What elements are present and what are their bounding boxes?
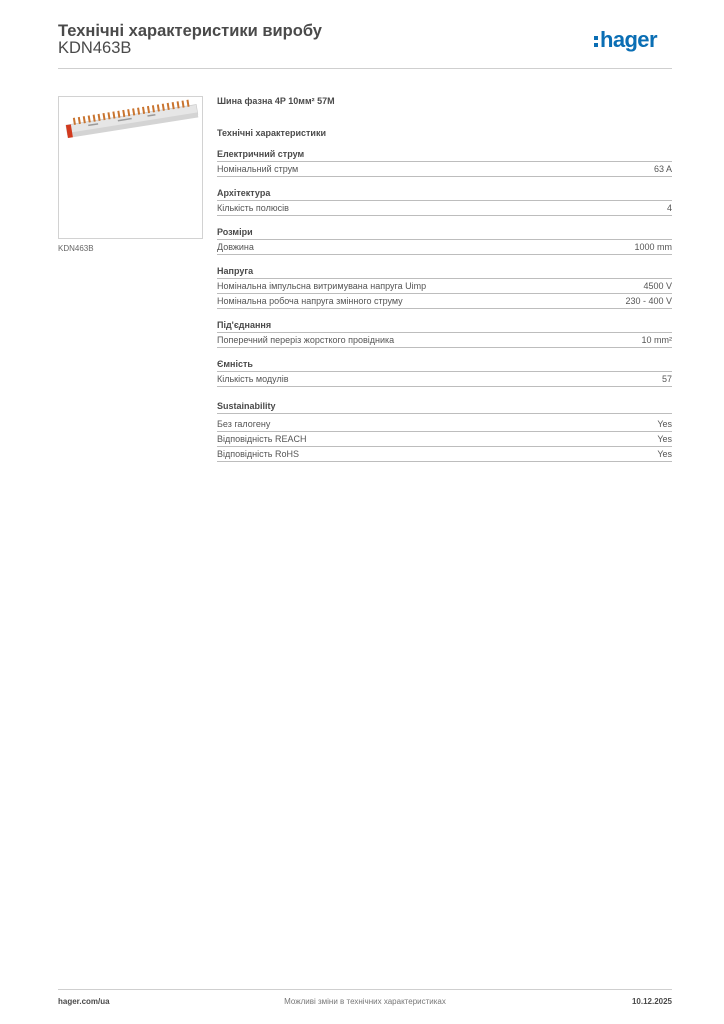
spec-group-sustainability bbox=[217, 401, 672, 462]
spec-group-architecture bbox=[217, 188, 672, 216]
product-image-frame bbox=[58, 96, 203, 239]
spec-row bbox=[217, 417, 672, 432]
spec-label: Номінальна імпульсна витримувана напруга Uimp bbox=[217, 281, 427, 291]
footer-date: 10.12.2025 bbox=[631, 997, 672, 1006]
product-code: KDN463B bbox=[58, 39, 132, 57]
product-image-caption: KDN463B bbox=[58, 244, 94, 253]
spec-row bbox=[217, 294, 672, 309]
spec-label: Відповідність REACH bbox=[217, 434, 307, 444]
group-title: Електричний струм bbox=[217, 149, 672, 162]
spec-label: Довжина bbox=[217, 242, 254, 252]
group-title: Архітектура bbox=[217, 188, 672, 201]
spec-group-electric-current bbox=[217, 149, 672, 177]
spec-row bbox=[217, 240, 672, 255]
spec-group-connection bbox=[217, 320, 672, 348]
footer-website-link[interactable]: hager.com/ua bbox=[58, 997, 110, 1006]
spec-value: Yes bbox=[657, 449, 672, 459]
spec-group-capacity bbox=[217, 359, 672, 387]
spec-row bbox=[217, 279, 672, 294]
spec-value: Yes bbox=[657, 434, 672, 444]
spec-label: Поперечний переріз жорсткого провідника bbox=[217, 335, 395, 345]
page-title: Технічні характеристики виробу bbox=[58, 22, 322, 40]
group-title: Напруга bbox=[217, 266, 672, 279]
spec-label: Відповідність RoHS bbox=[217, 449, 299, 459]
spec-label: Без галогену bbox=[217, 419, 271, 429]
logo-text: hager bbox=[600, 27, 657, 52]
page-header bbox=[58, 20, 672, 68]
section-title: Технічні характеристики bbox=[217, 128, 326, 138]
spec-row bbox=[217, 432, 672, 447]
group-title: Sustainability bbox=[217, 401, 672, 414]
spec-row bbox=[217, 201, 672, 216]
spec-value: 1000 mm bbox=[634, 242, 672, 252]
spec-value: Yes bbox=[657, 419, 672, 429]
page-footer bbox=[58, 997, 672, 1011]
spec-row bbox=[217, 447, 672, 462]
spec-row bbox=[217, 333, 672, 348]
header-divider bbox=[58, 68, 672, 69]
group-title: Розміри bbox=[217, 227, 672, 240]
spec-label: Кількість полюсів bbox=[217, 203, 289, 213]
footer-disclaimer: Можливі зміни в технічних характеристиках bbox=[284, 997, 446, 1006]
spec-label: Номінальна робоча напруга змінного струму bbox=[217, 296, 403, 306]
spec-value: 57 bbox=[661, 374, 672, 384]
product-name: Шина фазна 4P 10мм² 57M bbox=[217, 96, 335, 106]
group-title: Ємність bbox=[217, 359, 672, 372]
footer-divider bbox=[58, 989, 672, 990]
spec-value: 63 A bbox=[653, 164, 672, 174]
spec-group-voltage bbox=[217, 266, 672, 309]
spec-value: 10 mm² bbox=[641, 335, 672, 345]
product-image bbox=[59, 97, 202, 238]
spec-row bbox=[217, 162, 672, 177]
spec-value: 4 bbox=[666, 203, 672, 213]
hager-logo bbox=[592, 22, 672, 56]
spec-value: 4500 V bbox=[643, 281, 672, 291]
spec-value: 230 - 400 V bbox=[625, 296, 672, 306]
spec-group-dimensions bbox=[217, 227, 672, 255]
spec-label: Кількість модулів bbox=[217, 374, 289, 384]
spec-content bbox=[217, 96, 672, 462]
spec-row bbox=[217, 372, 672, 387]
spec-label: Номінальний струм bbox=[217, 164, 299, 174]
group-title: Під'єднання bbox=[217, 320, 672, 333]
